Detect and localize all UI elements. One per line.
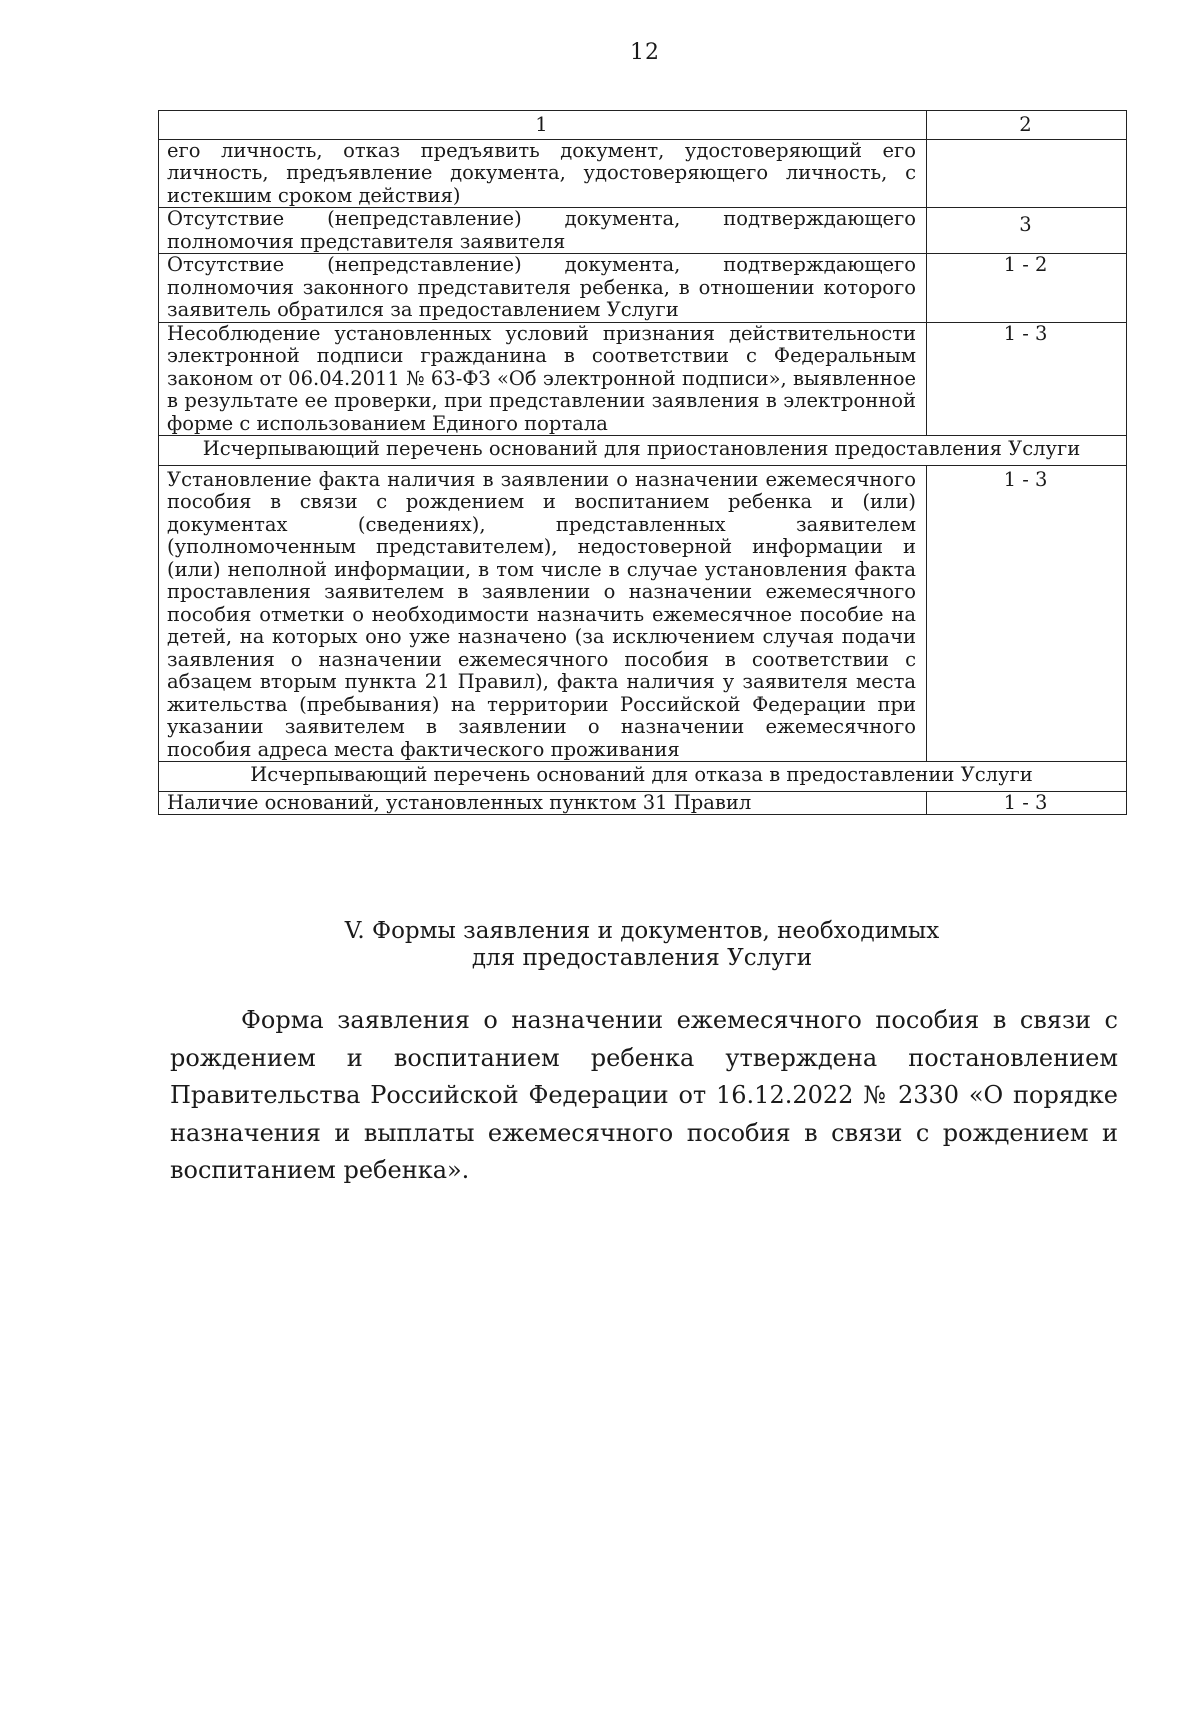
section-row-refusal: [159, 762, 1127, 792]
table-row: [159, 322, 1127, 436]
table-row: [159, 465, 1127, 762]
section-heading-line-2: для предоставления Услуги: [471, 945, 813, 971]
table-row: [159, 208, 1127, 254]
section-heading-line-1: V. Формы заявления и документов, необходимых: [344, 918, 940, 944]
row-text: его личность, отказ предъявить документ, удостоверяющий его личность, предъявление документа, удостоверяющего личность, с истекшим сроком действия): [159, 139, 927, 208]
table-row: [159, 254, 1127, 323]
body-paragraph: Форма заявления о назначении ежемесячного пособия в связи с рождением и воспитанием ребенка утверждена постановлением Правительства Российской Федерации от 16.12.2022 № 2330 «О порядке назначения и выплаты ежемесячного пособия в связи с рождением и воспитанием ребенка».: [170, 1006, 1118, 1184]
row-text: Несоблюдение установленных условий признания действительности электронной подписи гражданина в соответствии с Федеральным законом от 06.04.2011 № 63-ФЗ «Об электронной подписи», выявленное в результате ее проверки, при представлении заявления в электронной форме с использованием Единого портала: [159, 322, 927, 436]
grounds-table: [158, 110, 1127, 815]
table-row: [159, 139, 1127, 208]
section-title: Исчерпывающий перечень оснований для отказа в предоставлении Услуги: [159, 762, 1127, 792]
table-header-row: [159, 111, 1127, 140]
row-text: Отсутствие (непредставление) документа, подтверждающего полномочия законного представителя ребенка, в отношении которого заявитель обратился за предоставлением Услуги: [159, 254, 927, 323]
row-value: [927, 139, 1127, 208]
column-header-2: 2: [927, 111, 1127, 140]
row-text: Отсутствие (непредставление) документа, подтверждающего полномочия представителя заявителя: [159, 208, 927, 254]
row-text: Наличие оснований, установленных пунктом 31 Правил: [159, 791, 927, 815]
row-value: 3: [927, 208, 1127, 254]
row-text: Установление факта наличия в заявлении о назначении ежемесячного пособия в связи с рождением и воспитанием ребенка и (или) документах (сведениях), представленных заявителем (уполномоченным представителем), недостоверной информации и (или) неполной информации, в том числе в случае установления факта проставления заявителем в заявлении о назначении ежемесячного пособия отметки о необходимости назначить ежемесячное пособие на детей, на которых оно уже назначено (за исключением случая подачи заявления о назначении ежемесячного пособия в соответствии с абзацем вторым пункта 21 Правил), факта наличия у заявителя места жительства (пребывания) на территории Российской Федерации при указании заявителем в заявлении о назначении ежемесячного пособия адреса места фактического проживания: [159, 465, 927, 762]
column-header-1: 1: [159, 111, 927, 140]
row-value: 1 - 2: [927, 254, 1127, 323]
row-value: 1 - 3: [927, 791, 1127, 815]
row-value: 1 - 3: [927, 322, 1127, 436]
section-heading: [158, 918, 1126, 972]
section-row-suspension: [159, 436, 1127, 466]
table-row: [159, 791, 1127, 815]
section-title: Исчерпывающий перечень оснований для приостановления предоставления Услуги: [159, 436, 1127, 466]
page-number: 12: [630, 40, 660, 65]
row-value: 1 - 3: [927, 465, 1127, 762]
